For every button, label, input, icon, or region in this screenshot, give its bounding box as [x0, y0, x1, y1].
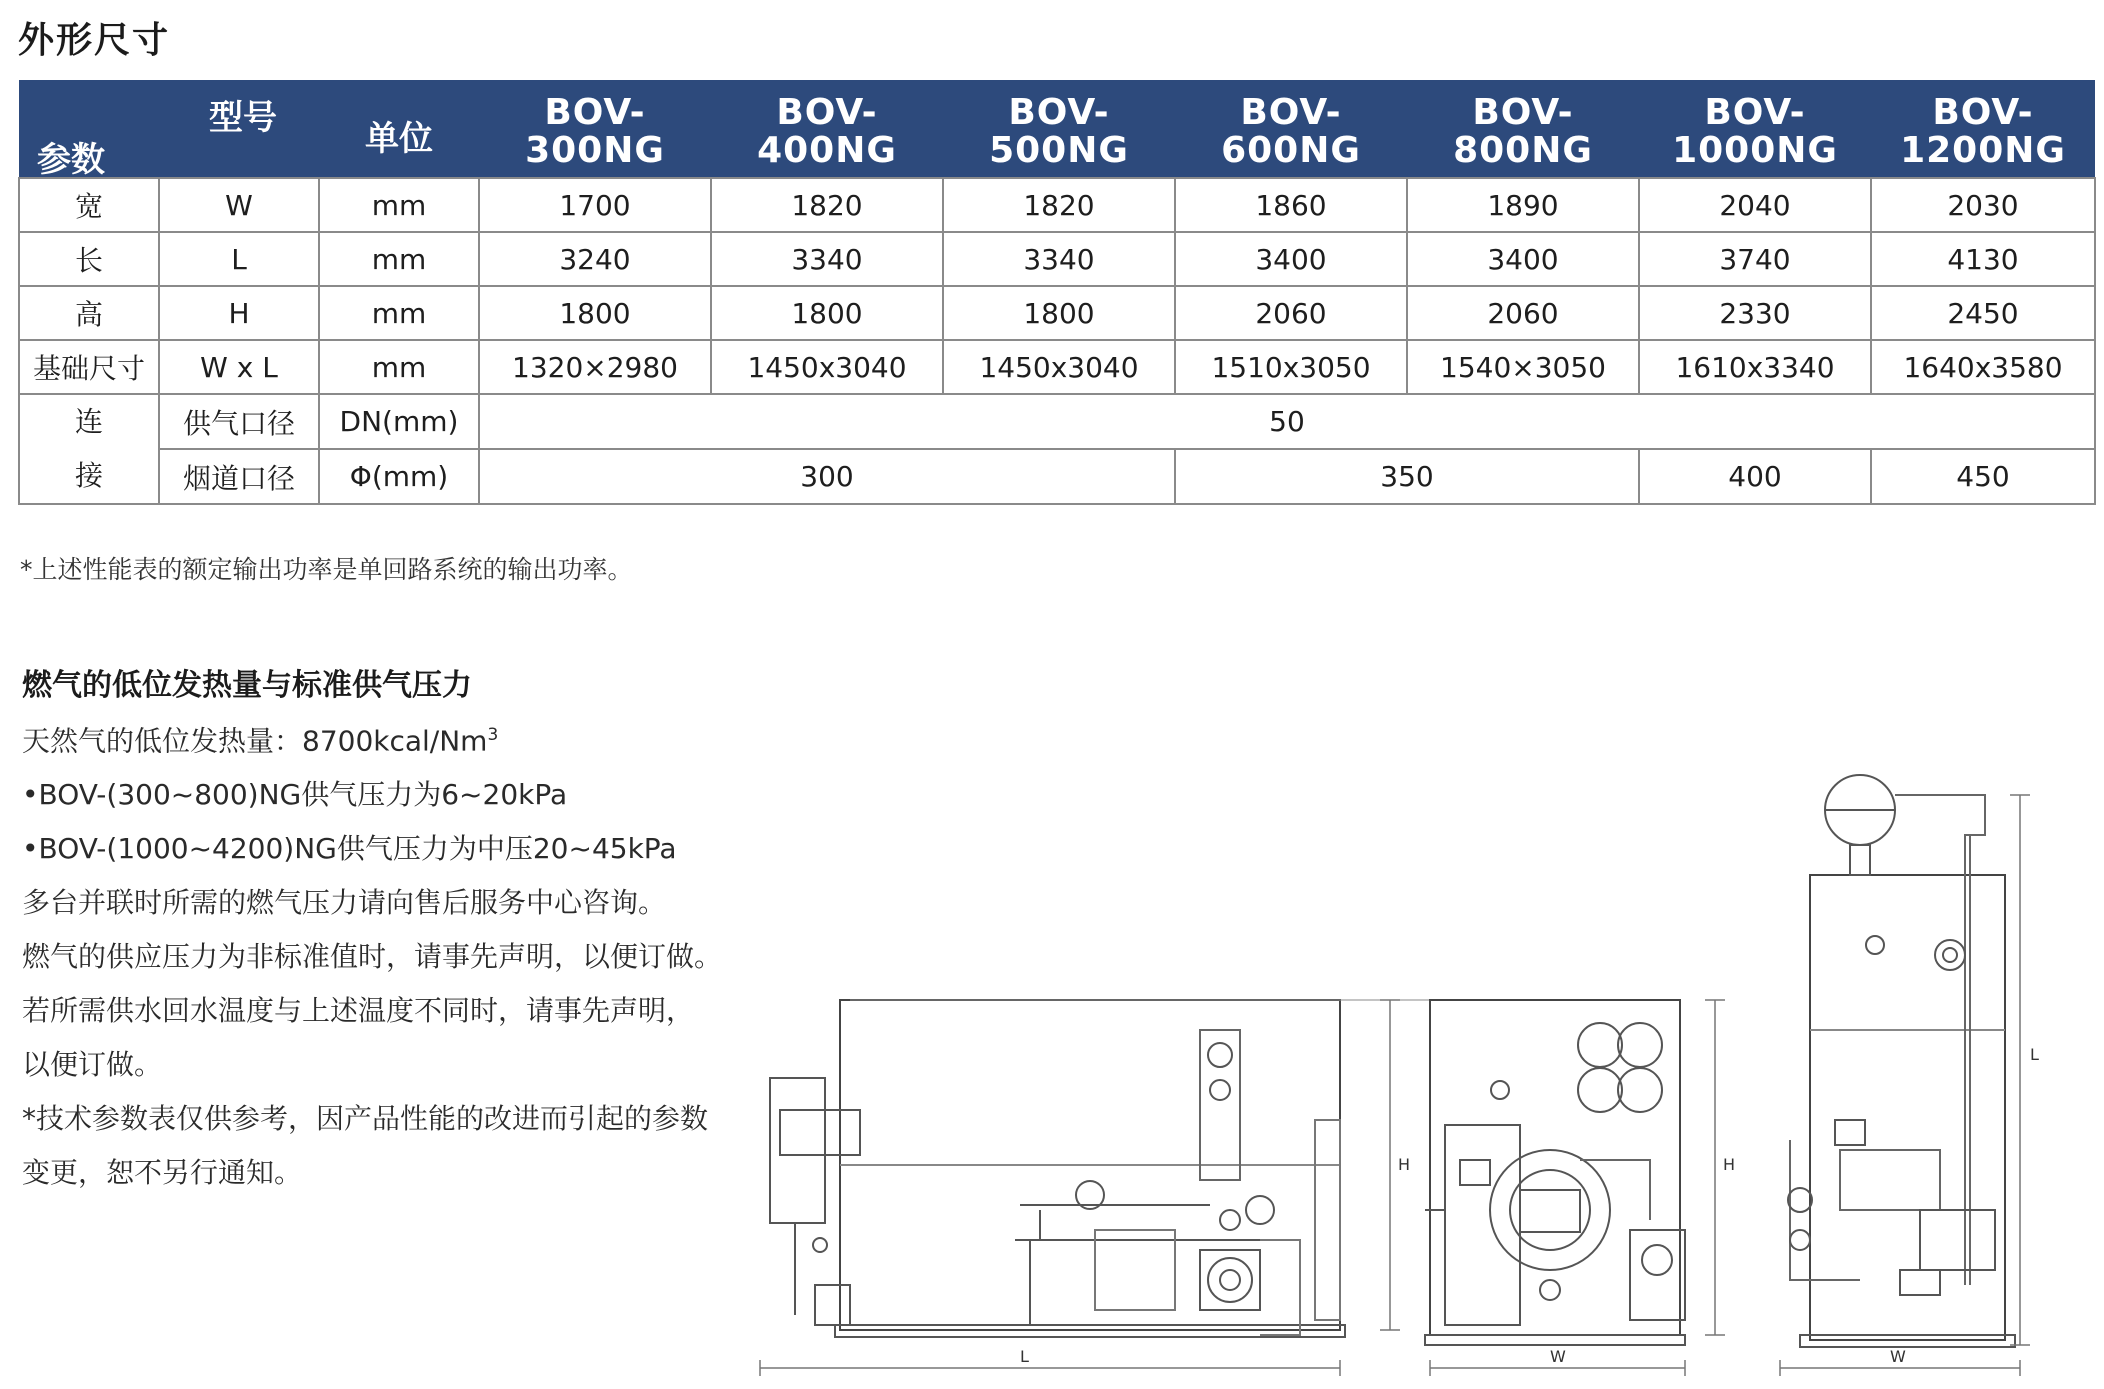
table-header-row	[19, 80, 2095, 178]
table-cell: 1860	[1175, 178, 1407, 232]
note-line: •BOV-(300~800)NG供气压力为6~20kPa	[22, 778, 568, 812]
table-cell: 2060	[1175, 286, 1407, 340]
table-cell: 1800	[943, 286, 1175, 340]
row-param: 长	[19, 232, 159, 286]
table-cell: 4130	[1871, 232, 2095, 286]
table-cell: 1890	[1407, 178, 1639, 232]
flue-label: 烟道口径	[159, 449, 319, 504]
table-row-flue	[19, 449, 2095, 504]
table-cell: 3340	[711, 232, 943, 286]
note-line: 以便订做。	[22, 1048, 163, 1082]
header-model-600: BOV- 600NG	[1175, 80, 1407, 178]
vertical-view-length-label: L	[2030, 1045, 2039, 1064]
table-cell: 1540×3050	[1407, 340, 1639, 394]
side-view-drawing	[760, 1000, 1440, 1376]
table-cell: 2040	[1639, 178, 1871, 232]
table-cell: 1510x3050	[1175, 340, 1407, 394]
table-row-height	[19, 286, 2095, 340]
table-row-width	[19, 178, 2095, 232]
vertical-view-width-label: W	[1890, 1347, 1906, 1366]
gas-inlet-label: 供气口径	[159, 394, 319, 449]
note-line: 若所需供水回水温度与上述温度不同时，请事先声明，	[22, 994, 695, 1028]
side-view-height-label: H	[1398, 1155, 1411, 1174]
front-view-drawing	[1425, 1000, 1735, 1376]
row-symbol: W	[159, 178, 319, 232]
table-cell: 3400	[1407, 232, 1639, 286]
side-view-length-label: L	[1020, 1347, 1029, 1366]
note-line: 变更，恕不另行通知。	[22, 1156, 303, 1190]
dimensions-table	[18, 80, 2096, 505]
row-param: 宽	[19, 178, 159, 232]
row-symbol: L	[159, 232, 319, 286]
table-cell: 3340	[943, 232, 1175, 286]
header-corner	[19, 80, 319, 178]
table-cell: 2060	[1407, 286, 1639, 340]
header-unit: 单位	[319, 80, 479, 178]
table-cell: 1820	[711, 178, 943, 232]
page-title: 外形尺寸	[18, 20, 171, 61]
row-unit: mm	[319, 286, 479, 340]
flue-value-300: 300	[479, 449, 1175, 504]
table-cell: 1700	[479, 178, 711, 232]
front-view-height-label: H	[1723, 1155, 1736, 1174]
row-param: 高	[19, 286, 159, 340]
gas-inlet-unit: DN(mm)	[319, 394, 479, 449]
table-cell: 2330	[1639, 286, 1871, 340]
row-symbol: H	[159, 286, 319, 340]
table-cell: 3240	[479, 232, 711, 286]
table-footnote: *上述性能表的额定输出功率是单回路系统的输出功率。	[20, 555, 633, 584]
gas-section-title: 燃气的低位发热量与标准供气压力	[22, 668, 472, 703]
table-cell: 3740	[1639, 232, 1871, 286]
header-param-label: 参数	[37, 140, 105, 180]
header-model-1000: BOV- 1000NG	[1639, 80, 1871, 178]
table-row-foundation	[19, 340, 2095, 394]
table-cell: 1450x3040	[943, 340, 1175, 394]
table-row-gas-inlet	[19, 394, 2095, 449]
header-model-800: BOV- 800NG	[1407, 80, 1639, 178]
table-cell: 1800	[711, 286, 943, 340]
note-line: *技术参数表仅供参考，因产品性能的改进而引起的参数	[22, 1102, 709, 1136]
row-unit: mm	[319, 178, 479, 232]
front-view-width-label: W	[1550, 1347, 1566, 1366]
flue-value-450: 450	[1871, 449, 2095, 504]
row-unit: mm	[319, 340, 479, 394]
gas-notes	[22, 708, 742, 1200]
header-model-label: 型号	[209, 98, 277, 138]
header-model-500: BOV- 500NG	[943, 80, 1175, 178]
table-cell: 2450	[1871, 286, 2095, 340]
table-cell: 1800	[479, 286, 711, 340]
table-row-length	[19, 232, 2095, 286]
note-line: 燃气的供应压力为非标准值时，请事先声明，以便订做。	[22, 940, 723, 974]
header-model-400: BOV- 400NG	[711, 80, 943, 178]
heat-value-line: 天然气的低位发热量：8700kcal/Nm$^3$	[22, 724, 499, 758]
header-model-1200: BOV- 1200NG	[1871, 80, 2095, 178]
flue-unit: Φ(mm)	[319, 449, 479, 504]
row-symbol: W x L	[159, 340, 319, 394]
connection-label: 连 接	[19, 394, 159, 504]
table-cell: 3400	[1175, 232, 1407, 286]
table-cell: 2030	[1871, 178, 2095, 232]
table-cell: 1320×2980	[479, 340, 711, 394]
row-param: 基础尺寸	[19, 340, 159, 394]
vertical-view-drawing	[1780, 775, 2039, 1376]
note-line: •BOV-(1000~4200)NG供气压力为中压20~45kPa	[22, 832, 677, 866]
note-line: 多台并联时所需的燃气压力请向售后服务中心咨询。	[22, 886, 667, 920]
flue-value-350: 350	[1175, 449, 1639, 504]
table-cell: 1640x3580	[1871, 340, 2095, 394]
table-cell: 1610x3340	[1639, 340, 1871, 394]
gas-inlet-value: 50	[479, 394, 2095, 449]
table-cell: 1450x3040	[711, 340, 943, 394]
boiler-drawings	[740, 770, 2104, 1380]
flue-value-400: 400	[1639, 449, 1871, 504]
row-unit: mm	[319, 232, 479, 286]
header-model-300: BOV- 300NG	[479, 80, 711, 178]
table-cell: 1820	[943, 178, 1175, 232]
